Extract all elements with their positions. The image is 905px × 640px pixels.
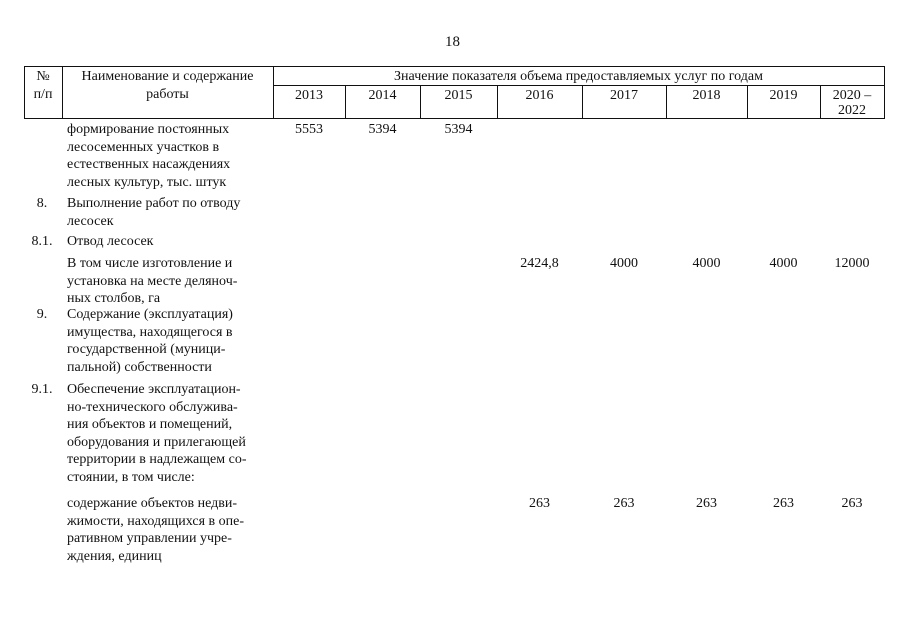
header-values-title: Значение показателя объема предоставляемых услуг по годам bbox=[394, 69, 763, 84]
row-name-line: пальной) собственности bbox=[67, 359, 212, 375]
row-name-line: стоянии, в том числе: bbox=[67, 469, 195, 485]
row-name-line: Отвод лесосек bbox=[67, 234, 154, 249]
header-year-2015: 2015 bbox=[444, 88, 473, 103]
row-name bbox=[67, 381, 271, 486]
row-name-line: территории в надлежащем со- bbox=[67, 452, 247, 467]
row-name-line: Обеспечение эксплуатацион- bbox=[67, 382, 241, 397]
header-name-line1: Наименование и содержание bbox=[81, 69, 254, 84]
row-name bbox=[67, 495, 271, 565]
value-2016: 2424,8 bbox=[520, 256, 559, 271]
row-name bbox=[67, 233, 271, 251]
header-year-2020-2022-line1: 2020 – bbox=[832, 88, 872, 103]
row-name-line: ния объектов и помещений, bbox=[67, 417, 233, 432]
row-number: 9.1. bbox=[31, 382, 53, 397]
header-border bbox=[884, 66, 885, 119]
row-name-line: жимости, находящихся в опе- bbox=[67, 513, 245, 529]
row-name-line: но-технического обслужива- bbox=[67, 399, 238, 415]
row-name-line: ративном управлении учре- bbox=[67, 531, 232, 546]
value-2019: 263 bbox=[773, 496, 794, 511]
header-year-2018: 2018 bbox=[692, 88, 721, 103]
value-2020-2022: 263 bbox=[841, 496, 863, 511]
row-name-line: ждения, единиц bbox=[67, 548, 162, 564]
row-name bbox=[67, 121, 271, 191]
row-name bbox=[67, 306, 271, 376]
row-name-line: содержание объектов недви- bbox=[67, 496, 238, 511]
value-2017: 4000 bbox=[610, 256, 638, 271]
row-number: 8.1. bbox=[31, 234, 53, 249]
row-name-line: оборудования и прилегающей bbox=[67, 434, 246, 450]
row-name-line: имущества, находящегося в bbox=[67, 324, 233, 340]
row-name-line: установка на месте деляноч- bbox=[67, 273, 238, 289]
row-name-line: государственной (муници- bbox=[67, 342, 226, 357]
page-number: 18 bbox=[445, 34, 460, 50]
value-2017: 263 bbox=[613, 496, 635, 511]
header-year-2016: 2016 bbox=[525, 88, 554, 103]
value-2018: 263 bbox=[696, 496, 717, 511]
row-number: 9. bbox=[36, 307, 48, 322]
value-2015: 5394 bbox=[444, 122, 473, 137]
header-year-2019: 2019 bbox=[769, 88, 798, 103]
row-number: 8. bbox=[36, 196, 48, 211]
row-name-line: формирование постоянных bbox=[67, 122, 230, 137]
header-bottom-border bbox=[24, 118, 884, 119]
row-name-line: В том числе изготовление и bbox=[67, 256, 233, 271]
value-2018: 4000 bbox=[692, 256, 721, 271]
header-year-2017: 2017 bbox=[610, 88, 638, 103]
row-name-line: лесосек bbox=[67, 213, 114, 229]
value-2016: 263 bbox=[529, 496, 550, 511]
row-name-line: Содержание (эксплуатация) bbox=[67, 307, 233, 322]
value-2014: 5394 bbox=[368, 122, 397, 137]
header-name-line2: работы bbox=[146, 87, 189, 102]
header-top-border bbox=[24, 66, 884, 67]
row-name-line: лесных культур, тыс. штук bbox=[67, 174, 227, 190]
header-num-line2: п/п bbox=[33, 87, 53, 102]
row-name-line: естественных насаждениях bbox=[67, 157, 231, 172]
row-name bbox=[67, 195, 271, 230]
row-name-line: лесосеменных участков в bbox=[67, 139, 220, 155]
header-year-2014: 2014 bbox=[368, 88, 397, 103]
row-name bbox=[67, 255, 271, 308]
row-name-line: Выполнение работ по отводу bbox=[67, 196, 241, 211]
header-year-2013: 2013 bbox=[295, 88, 323, 103]
value-2013: 5553 bbox=[295, 122, 323, 137]
value-2019: 4000 bbox=[769, 256, 798, 271]
header-year-2020-2022-line2: 2022 bbox=[838, 103, 866, 118]
header-num-line1: № bbox=[36, 69, 50, 84]
row-name-line: ных столбов, га bbox=[67, 291, 161, 306]
value-2020-2022: 12000 bbox=[834, 256, 870, 271]
